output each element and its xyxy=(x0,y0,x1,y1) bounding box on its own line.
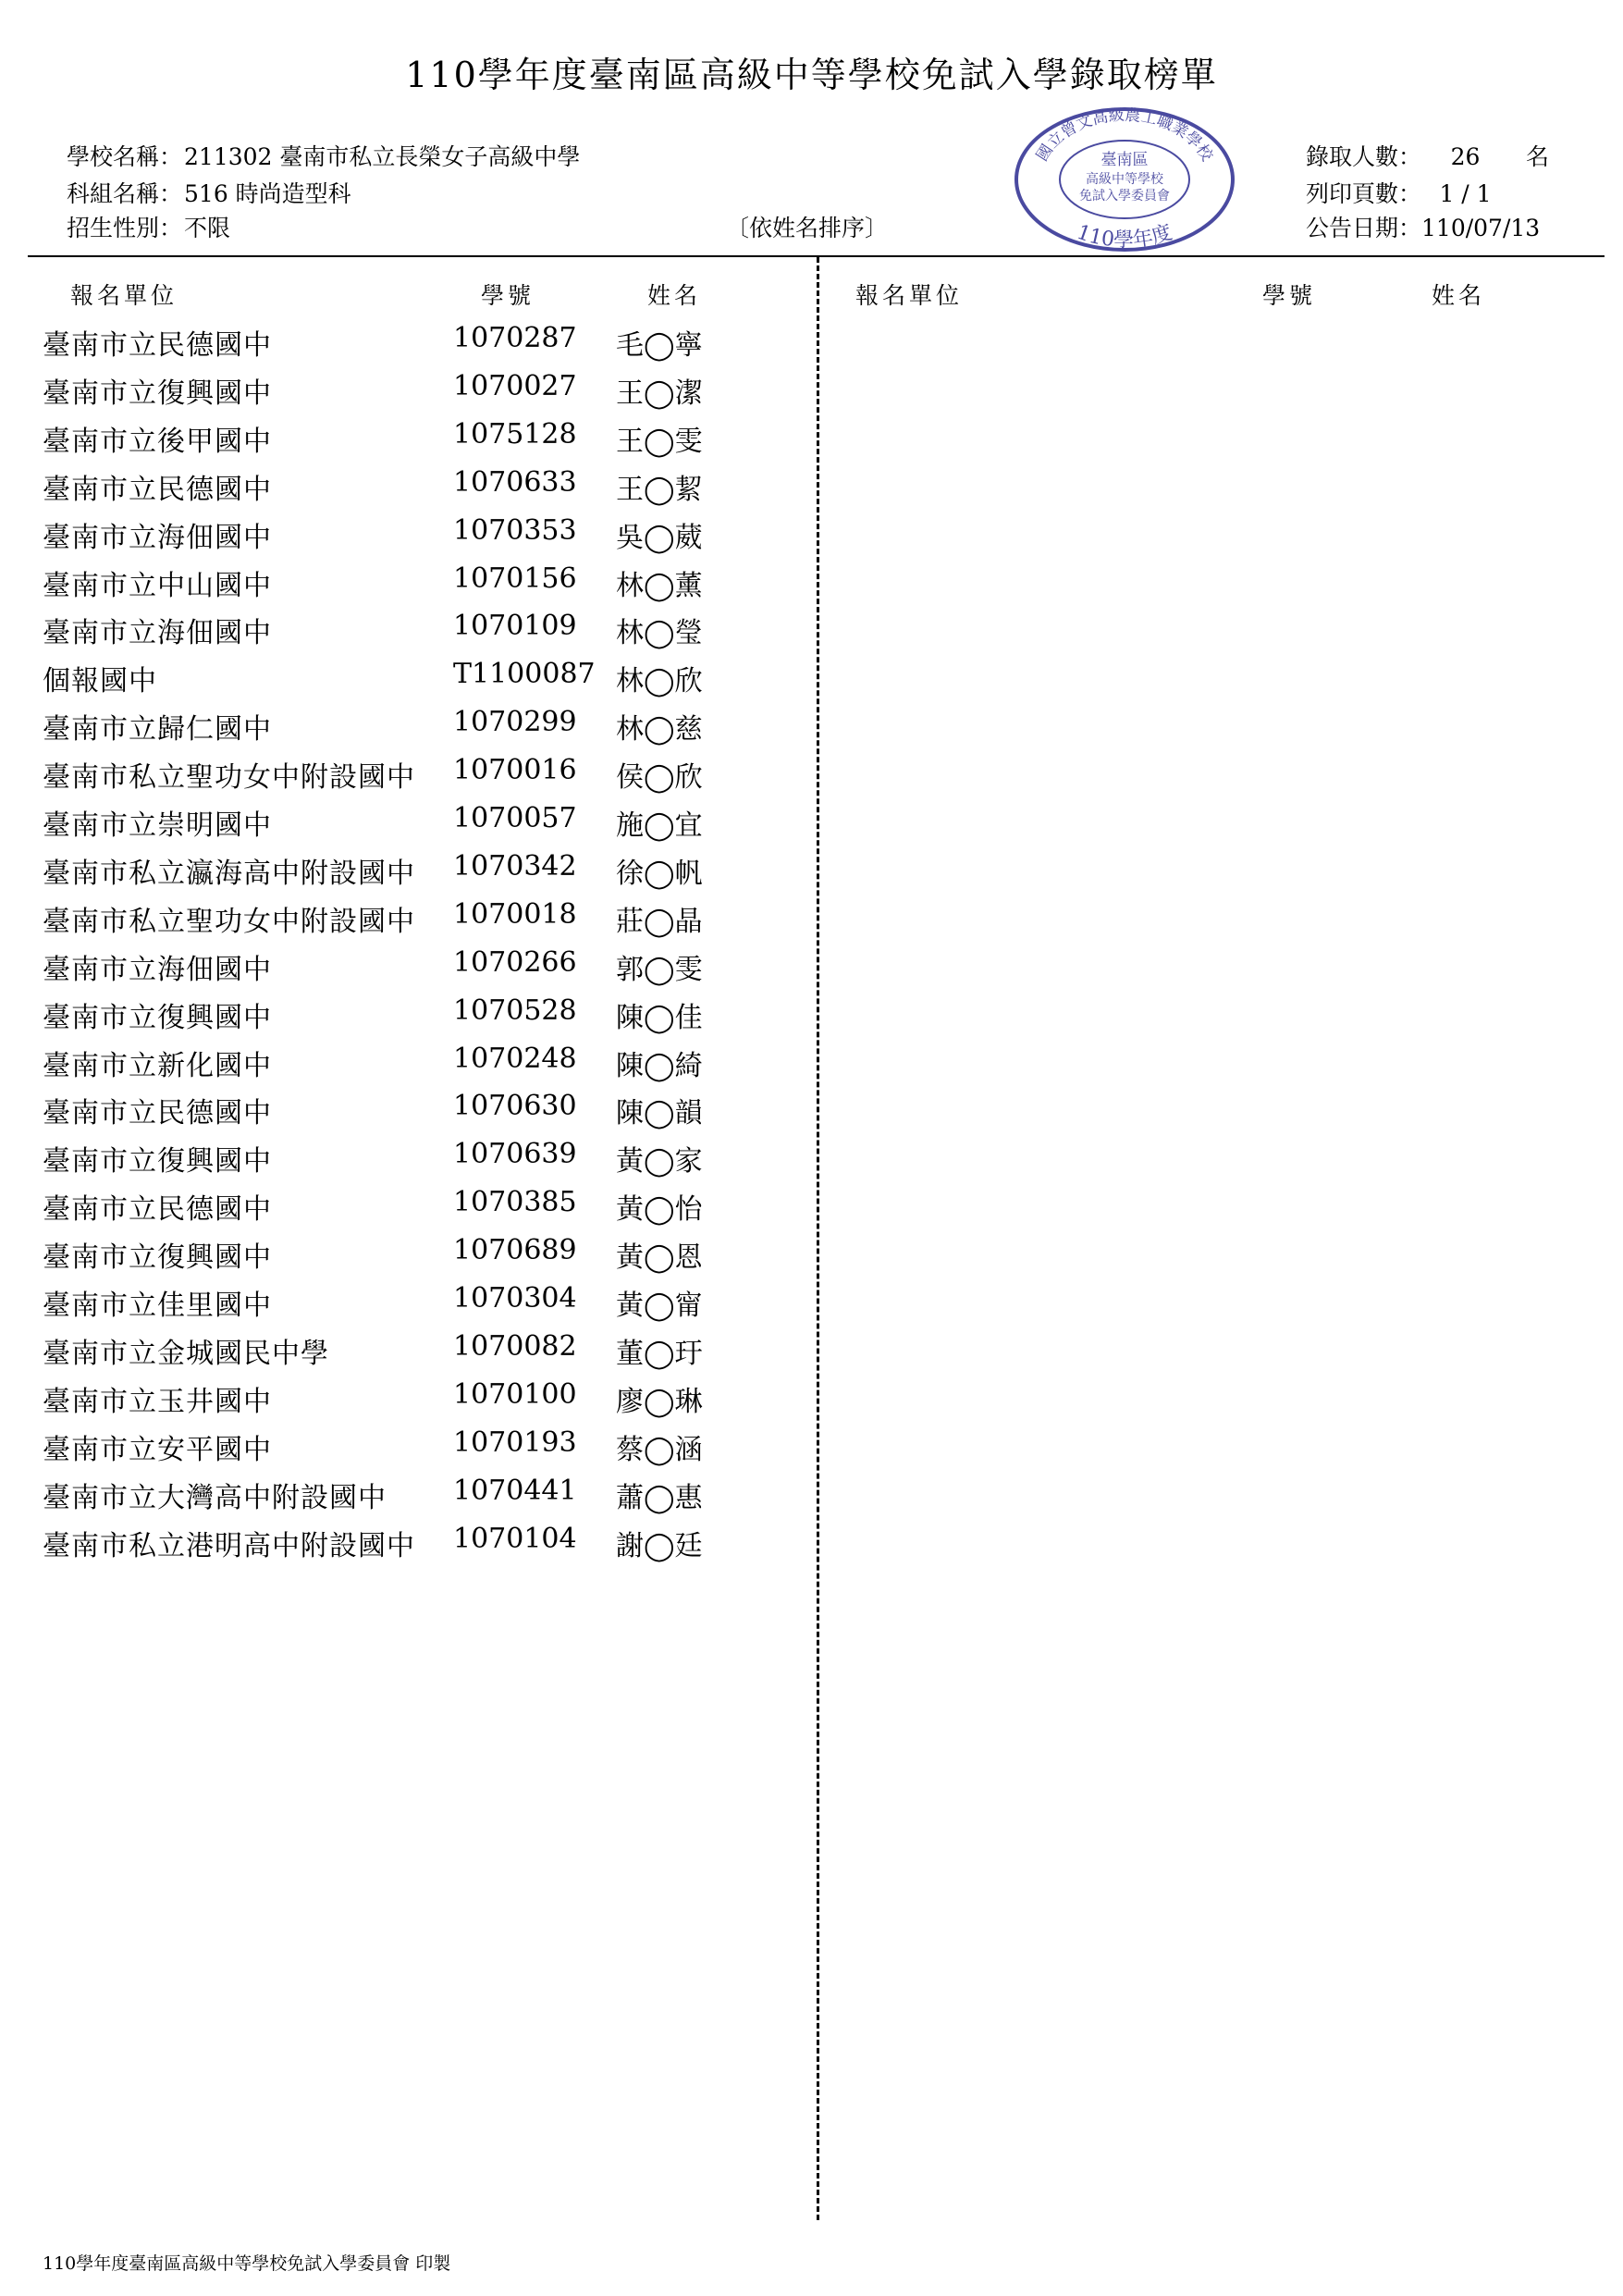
left-col-name-header: 姓名 xyxy=(647,282,702,309)
page-count xyxy=(1306,176,1509,209)
row-id-cell: 1070248 xyxy=(453,1042,577,1075)
row-unit-cell: 臺南市立復興國中 xyxy=(43,1241,272,1275)
gender-label: 招生性別： xyxy=(67,215,183,241)
row-id-cell: 1070441 xyxy=(453,1474,577,1507)
row-id-cell: 1070016 xyxy=(453,754,577,787)
table-row xyxy=(0,946,814,994)
left-col-id-header: 學號 xyxy=(481,282,535,309)
row-name-cell: 林◯薰 xyxy=(616,569,703,602)
row-id-cell: T1100087 xyxy=(453,658,596,691)
row-name-cell: 黃◯怡 xyxy=(616,1193,703,1227)
row-unit-cell: 臺南市立後甲國中 xyxy=(43,425,272,458)
row-id-cell: 1070299 xyxy=(453,706,577,739)
row-name-cell: 毛◯寧 xyxy=(616,329,703,362)
school-value: 211302 臺南市私立長榮女子高級中學 xyxy=(184,143,581,170)
row-name-cell: 黃◯甯 xyxy=(616,1290,703,1322)
row-id-cell: 1070109 xyxy=(453,610,577,643)
table-row xyxy=(0,1523,814,1571)
row-id-cell: 1070027 xyxy=(453,369,577,402)
row-unit-cell: 臺南市立中山國中 xyxy=(43,569,272,602)
table-row xyxy=(0,514,814,562)
row-name-cell: 蕭◯惠 xyxy=(616,1481,703,1514)
table-row xyxy=(0,1234,814,1282)
row-name-cell: 黃◯家 xyxy=(616,1145,703,1179)
row-unit-cell: 臺南市立玉井國中 xyxy=(43,1385,272,1418)
seal-center-line-2: 高級中等學校 xyxy=(1086,172,1163,187)
row-name-cell: 陳◯綺 xyxy=(616,1049,703,1082)
school-label: 學校名稱： xyxy=(67,143,183,170)
gender-value: 不限 xyxy=(184,215,231,241)
admission-gender xyxy=(67,210,230,243)
row-id-cell: 1070689 xyxy=(453,1234,577,1267)
row-id-cell: 1070266 xyxy=(453,945,577,979)
row-unit-cell: 臺南市私立聖功女中附設國中 xyxy=(43,761,415,795)
row-unit-cell: 臺南市私立瀛海高中附設國中 xyxy=(43,857,415,890)
table-row xyxy=(0,418,814,466)
row-unit-cell: 臺南市立大灣高中附設國中 xyxy=(43,1481,387,1514)
row-id-cell: 1070304 xyxy=(453,1282,577,1315)
row-id-cell: 1070104 xyxy=(453,1522,577,1555)
row-name-cell: 莊◯晶 xyxy=(616,905,703,938)
announce-date xyxy=(1306,210,1540,243)
row-unit-cell: 臺南市立海佃國中 xyxy=(43,953,272,986)
table-row xyxy=(0,1186,814,1234)
row-name-cell: 林◯欣 xyxy=(616,665,703,698)
row-id-cell: 1070385 xyxy=(453,1186,577,1219)
table-row xyxy=(0,322,814,370)
row-id-cell: 1070287 xyxy=(453,322,577,354)
table-row xyxy=(0,1282,814,1330)
row-id-cell: 1070528 xyxy=(453,994,577,1027)
right-col-unit-header: 報名單位 xyxy=(855,282,964,309)
row-name-cell: 徐◯帆 xyxy=(616,857,703,890)
seal-center-line-3: 免試入學委員會 xyxy=(1079,189,1170,204)
department-name xyxy=(67,176,351,209)
row-name-cell: 林◯慈 xyxy=(616,713,703,747)
table-row xyxy=(0,1090,814,1138)
row-unit-cell: 臺南市立民德國中 xyxy=(43,329,272,362)
row-unit-cell: 臺南市立海佃國中 xyxy=(43,617,272,650)
row-name-cell: 黃◯恩 xyxy=(616,1241,703,1275)
row-name-cell: 王◯雯 xyxy=(616,425,703,458)
left-col-unit-header: 報名單位 xyxy=(70,282,178,309)
row-id-cell: 1070342 xyxy=(453,849,577,883)
page-value: 1 / 1 xyxy=(1439,180,1492,207)
table-row xyxy=(0,994,814,1043)
row-name-cell: 董◯玗 xyxy=(616,1337,703,1370)
table-row xyxy=(0,610,814,658)
seal-ring-text: 國立曾文高級農工職業學校 xyxy=(1033,105,1216,165)
row-id-cell: 1070156 xyxy=(453,562,577,595)
row-unit-cell: 臺南市立復興國中 xyxy=(43,376,272,410)
row-name-cell: 廖◯琳 xyxy=(616,1385,703,1418)
row-name-cell: 林◯瑩 xyxy=(616,617,703,650)
admit-label: 錄取人數： xyxy=(1306,143,1422,170)
row-name-cell: 陳◯佳 xyxy=(616,1001,703,1034)
row-unit-cell: 臺南市立復興國中 xyxy=(43,1001,272,1034)
row-name-cell: 侯◯欣 xyxy=(616,761,703,795)
right-col-name-header: 姓名 xyxy=(1432,282,1486,309)
row-name-cell: 郭◯雯 xyxy=(616,953,703,986)
row-unit-cell: 臺南市立佳里國中 xyxy=(43,1290,272,1322)
row-id-cell: 1070018 xyxy=(453,897,577,931)
row-unit-cell: 臺南市立民德國中 xyxy=(43,473,272,506)
row-name-cell: 陳◯韻 xyxy=(616,1097,703,1130)
row-name-cell: 施◯宜 xyxy=(616,809,703,842)
table-row xyxy=(0,850,814,898)
column-divider xyxy=(817,257,819,2220)
date-label: 公告日期： xyxy=(1306,215,1422,241)
row-unit-cell: 臺南市立新化國中 xyxy=(43,1049,272,1082)
row-unit-cell: 臺南市立民德國中 xyxy=(43,1193,272,1227)
row-unit-cell: 臺南市立安平國中 xyxy=(43,1433,272,1466)
row-unit-cell: 臺南市立海佃國中 xyxy=(43,521,272,554)
table-row xyxy=(0,1378,814,1426)
right-col-id-header: 學號 xyxy=(1262,282,1317,309)
table-row xyxy=(0,466,814,514)
row-id-cell: 1070630 xyxy=(453,1090,577,1123)
sort-note: 〔依姓名排序〕 xyxy=(726,215,889,241)
row-id-cell: 1070193 xyxy=(453,1426,577,1459)
row-id-cell: 1070057 xyxy=(453,802,577,834)
table-row xyxy=(0,1330,814,1378)
dept-value: 516 時尚造型科 xyxy=(184,180,351,207)
row-unit-cell: 臺南市立歸仁國中 xyxy=(43,713,272,747)
table-row xyxy=(0,1043,814,1091)
table-row xyxy=(0,802,814,850)
row-name-cell: 謝◯廷 xyxy=(616,1529,703,1562)
admit-unit: 名 xyxy=(1526,143,1550,170)
row-name-cell: 蔡◯涵 xyxy=(616,1433,703,1466)
seal-bottom-text: 110學年度 xyxy=(1074,220,1175,252)
row-unit-cell: 個報國中 xyxy=(43,665,157,698)
page-label: 列印頁數： xyxy=(1306,180,1422,207)
row-name-cell: 吳◯葳 xyxy=(616,521,703,554)
row-name-cell: 王◯絜 xyxy=(616,473,703,506)
row-id-cell: 1070082 xyxy=(453,1329,577,1363)
admit-count xyxy=(1306,139,1549,172)
table-row xyxy=(0,706,814,754)
row-name-cell: 王◯潔 xyxy=(616,376,703,410)
table-row xyxy=(0,562,814,611)
footer-note: 110學年度臺南區高級中等學校免試入學委員會 印製 xyxy=(43,2253,451,2274)
row-id-cell: 1075128 xyxy=(453,417,577,451)
committee-seal xyxy=(1013,104,1236,252)
table-row xyxy=(0,1426,814,1475)
row-unit-cell: 臺南市立金城國民中學 xyxy=(43,1337,329,1370)
table-row xyxy=(0,898,814,946)
table-row xyxy=(0,658,814,706)
row-id-cell: 1070639 xyxy=(453,1138,577,1171)
date-value: 110/07/13 xyxy=(1421,215,1541,241)
row-id-cell: 1070100 xyxy=(453,1377,577,1411)
admit-value: 26 xyxy=(1450,143,1481,170)
row-id-cell: 1070353 xyxy=(453,513,577,547)
row-unit-cell: 臺南市立復興國中 xyxy=(43,1145,272,1179)
school-name xyxy=(67,139,580,172)
table-row xyxy=(0,1475,814,1523)
row-unit-cell: 臺南市立民德國中 xyxy=(43,1097,272,1130)
row-unit-cell: 臺南市私立港明高中附設國中 xyxy=(43,1529,415,1562)
row-id-cell: 1070633 xyxy=(453,465,577,499)
row-unit-cell: 臺南市立崇明國中 xyxy=(43,809,272,842)
seal-center-line-1: 臺南區 xyxy=(1100,151,1149,169)
dept-label: 科組名稱： xyxy=(67,180,183,207)
table-row xyxy=(0,754,814,802)
page-title: 110學年度臺南區高級中等學校免試入學錄取榜單 xyxy=(405,55,1218,95)
table-row xyxy=(0,1138,814,1186)
table-row xyxy=(0,370,814,418)
row-unit-cell: 臺南市私立聖功女中附設國中 xyxy=(43,905,415,938)
